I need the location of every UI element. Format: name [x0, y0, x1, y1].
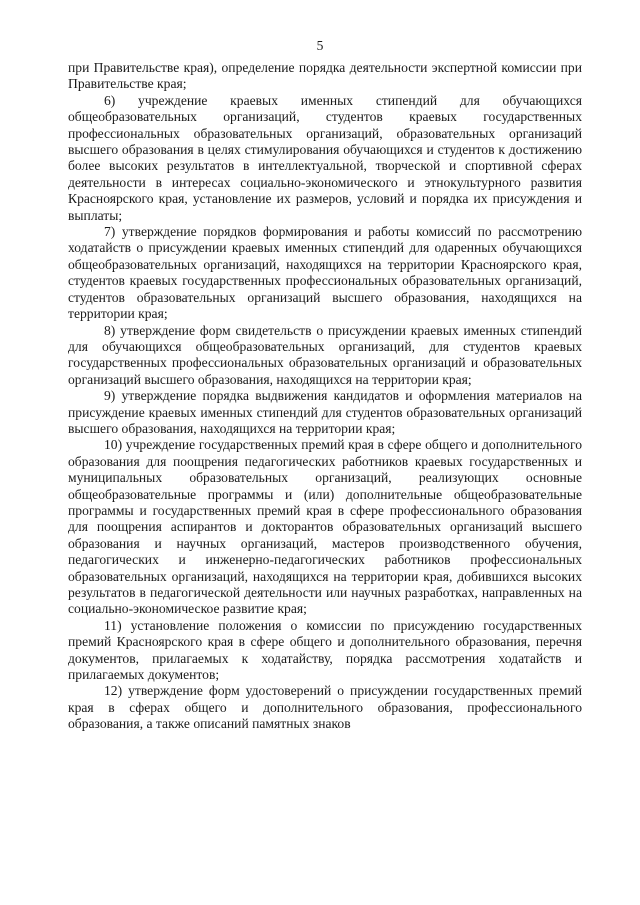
paragraph-item-12: 12) утверждение форм удостоверений о присуждении государственных премий края в сферах общего и дополнительного образования, профессионального образования, а также описаний памятных знаков [68, 683, 582, 732]
paragraph-item-7: 7) утверждение порядков формирования и работы комиссий по рассмотрению ходатайств о присуждении краевых именных стипендий для одаренных обучающихся общеобразовательных организаций, находящихся на территории Красноярского края, студентов краевых государственных профессиональных образовательных организаций, студентов образовательных организаций высшего образования, находящихся на территории края; [68, 224, 582, 322]
paragraph-item-10: 10) учреждение государственных премий края в сфере общего и дополнительного образования для поощрения педагогических работников краевых государственных и муниципальных образовательных организаций, реализующих основные общеобразовательные программы и (или) дополнительные общеобразовательные программы и государственных премий края в сфере профессионального образования для поощрения аспирантов и докторантов образовательных организаций высшего образования и научных организаций, мастеров производственного обучения, педагогических и инженерно-педагогических работников профессиональных образовательных организаций, находящихся на территории края, добившихся высоких результатов в педагогической деятельности или научных разработках, направленных на социально-экономическое развитие края; [68, 437, 582, 617]
paragraph-item-11: 11) установление положения о комиссии по присуждению государственных премий Красноярского края в сфере общего и дополнительного образования, перечня документов, прилагаемых к ходатайству, порядка рассмотрения ходатайств и прилагаемых документов; [68, 617, 582, 683]
paragraph-item-6: 6) учреждение краевых именных стипендий для обучающихся общеобразовательных организаций, студентов краевых государственных профессиональных образовательных организаций, образовательных организаций высшего образования в целях стимулирования обучающихся и студентов к достижению более высоких результатов в интеллектуальной, творческой и спортивной сферах деятельности в интересах социально-экономического и этнокультурного развития Красноярского края, установление их размеров, условий и порядка их присуждения и выплаты; [68, 92, 582, 223]
paragraph-item-9: 9) утверждение порядка выдвижения кандидатов и оформления материалов на присуждение краевых именных стипендий для студентов образовательных организаций высшего образования, находящихся на территории края; [68, 388, 582, 436]
paragraph-item-8: 8) утверждение форм свидетельств о присуждении краевых именных стипендий для обучающихся общеобразовательных организаций, для студентов краевых государственных профессиональных образовательных организаций и образовательных организаций высшего образования, находящихся на территории края; [68, 322, 582, 387]
document-body [68, 60, 582, 733]
page-number: 5 [316, 38, 324, 53]
paragraph-continuation: при Правительстве края), определение порядка деятельности экспертной комиссии при Правительстве края; [68, 60, 582, 92]
